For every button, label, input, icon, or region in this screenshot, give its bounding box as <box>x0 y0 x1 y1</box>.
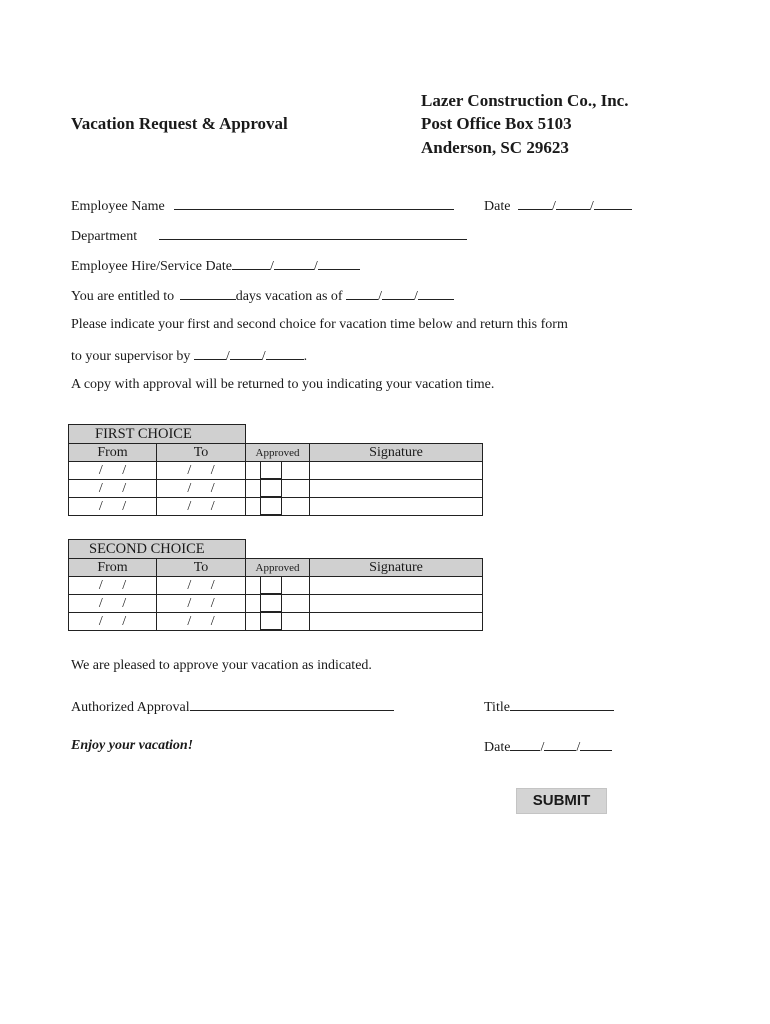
to-date-cell[interactable]: / / <box>157 480 246 498</box>
from-date-cell[interactable]: / / <box>69 595 157 613</box>
asof-month-field[interactable] <box>346 287 378 300</box>
signature-cell[interactable] <box>310 613 483 631</box>
form-title: Vacation Request & Approval <box>71 114 288 133</box>
to-header: To <box>157 444 246 462</box>
approval-month-field[interactable] <box>510 738 540 751</box>
approved-checkbox[interactable] <box>260 497 282 515</box>
title-row <box>484 698 614 716</box>
approved-cell <box>246 613 310 631</box>
title-label: Title <box>484 700 510 715</box>
department-label: Department <box>71 229 138 244</box>
instruction-line-2: to your supervisor by / / . <box>71 349 308 364</box>
to-date-cell[interactable]: / / <box>157 613 246 631</box>
instruction-line-1: Please indicate your first and second choice for vacation time below and return this form <box>71 317 568 332</box>
entitled-mid: days vacation as of <box>235 289 343 304</box>
to-header: To <box>157 559 246 577</box>
table-row <box>69 577 483 595</box>
approval-day-field[interactable] <box>544 738 576 751</box>
to-date-cell[interactable]: / / <box>157 577 246 595</box>
hire-date-label: Employee Hire/Service Date <box>71 259 232 274</box>
employee-name-row <box>71 197 454 215</box>
approved-header: Approved <box>246 559 310 577</box>
to-date-cell[interactable]: / / <box>157 462 246 480</box>
date-day-field[interactable] <box>556 197 590 210</box>
approval-statement: We are pleased to approve your vacation as indicated. <box>71 658 372 673</box>
signature-header: Signature <box>310 444 483 462</box>
to-date-cell[interactable]: / / <box>157 595 246 613</box>
entitled-prefix: You are entitled to <box>71 289 175 304</box>
approved-cell <box>246 480 310 498</box>
signature-cell[interactable] <box>310 577 483 595</box>
from-date-cell[interactable]: / / <box>69 462 157 480</box>
table-header-row <box>69 444 483 462</box>
hire-year-field[interactable] <box>318 257 360 270</box>
to-date-cell[interactable]: / / <box>157 498 246 516</box>
table-row <box>69 613 483 631</box>
second-choice-table <box>68 558 483 631</box>
first-choice-title: FIRST CHOICE <box>68 424 246 444</box>
approved-checkbox[interactable] <box>260 594 282 612</box>
hire-day-field[interactable] <box>274 257 314 270</box>
submit-button[interactable]: SUBMIT <box>516 788 607 814</box>
approved-checkbox[interactable] <box>260 612 282 630</box>
approved-checkbox[interactable] <box>260 479 282 497</box>
authorized-approval-row <box>71 698 394 716</box>
company-address: Post Office Box 5103 <box>421 114 572 133</box>
date-month-field[interactable] <box>518 197 552 210</box>
signature-cell[interactable] <box>310 480 483 498</box>
from-date-cell[interactable]: / / <box>69 613 157 631</box>
from-date-cell[interactable]: / / <box>69 577 157 595</box>
date-row: Date / / <box>484 197 632 215</box>
approval-year-field[interactable] <box>580 738 612 751</box>
table-row <box>69 480 483 498</box>
date-year-field[interactable] <box>594 197 632 210</box>
authorized-approval-field[interactable] <box>190 698 394 711</box>
signature-cell[interactable] <box>310 595 483 613</box>
hire-month-field[interactable] <box>232 257 270 270</box>
title-field[interactable] <box>510 698 614 711</box>
approved-cell <box>246 462 310 480</box>
instruction-line-3: A copy with approval will be returned to you indicating your vacation time. <box>71 377 495 392</box>
table-row <box>69 595 483 613</box>
from-header: From <box>69 559 157 577</box>
approved-checkbox[interactable] <box>260 576 282 594</box>
approved-header: Approved <box>246 444 310 462</box>
enjoy-message: Enjoy your vacation! <box>71 738 194 753</box>
company-city: Anderson, SC 29623 <box>421 138 569 157</box>
asof-year-field[interactable] <box>418 287 454 300</box>
table-row <box>69 462 483 480</box>
approved-cell <box>246 595 310 613</box>
by-month-field[interactable] <box>194 347 226 360</box>
first-choice-table <box>68 443 483 516</box>
supervisor-by-label: to your supervisor by <box>71 349 191 364</box>
table-row <box>69 498 483 516</box>
approved-cell <box>246 498 310 516</box>
department-field[interactable] <box>159 227 467 240</box>
asof-day-field[interactable] <box>382 287 414 300</box>
signature-header: Signature <box>310 559 483 577</box>
hire-date-row: Employee Hire/Service Date / / <box>71 257 360 275</box>
employee-name-field[interactable] <box>174 197 454 210</box>
from-header: From <box>69 444 157 462</box>
entitled-days-field[interactable] <box>180 287 236 300</box>
from-date-cell[interactable]: / / <box>69 480 157 498</box>
date-label: Date <box>484 199 511 214</box>
approved-cell <box>246 577 310 595</box>
approved-checkbox[interactable] <box>260 461 282 479</box>
from-date-cell[interactable]: / / <box>69 498 157 516</box>
second-choice-title: SECOND CHOICE <box>68 539 246 559</box>
company-name: Lazer Construction Co., Inc. <box>421 91 629 110</box>
employee-name-label: Employee Name <box>71 199 165 214</box>
entitled-row: You are entitled to days vacation as of / / <box>71 287 454 305</box>
by-year-field[interactable] <box>266 347 304 360</box>
table-header-row <box>69 559 483 577</box>
department-row <box>71 227 467 245</box>
approval-date-label: Date <box>484 740 511 755</box>
signature-cell[interactable] <box>310 498 483 516</box>
approval-date-row: Date / / <box>484 738 612 756</box>
signature-cell[interactable] <box>310 462 483 480</box>
authorized-approval-label: Authorized Approval <box>71 700 190 715</box>
by-day-field[interactable] <box>230 347 262 360</box>
